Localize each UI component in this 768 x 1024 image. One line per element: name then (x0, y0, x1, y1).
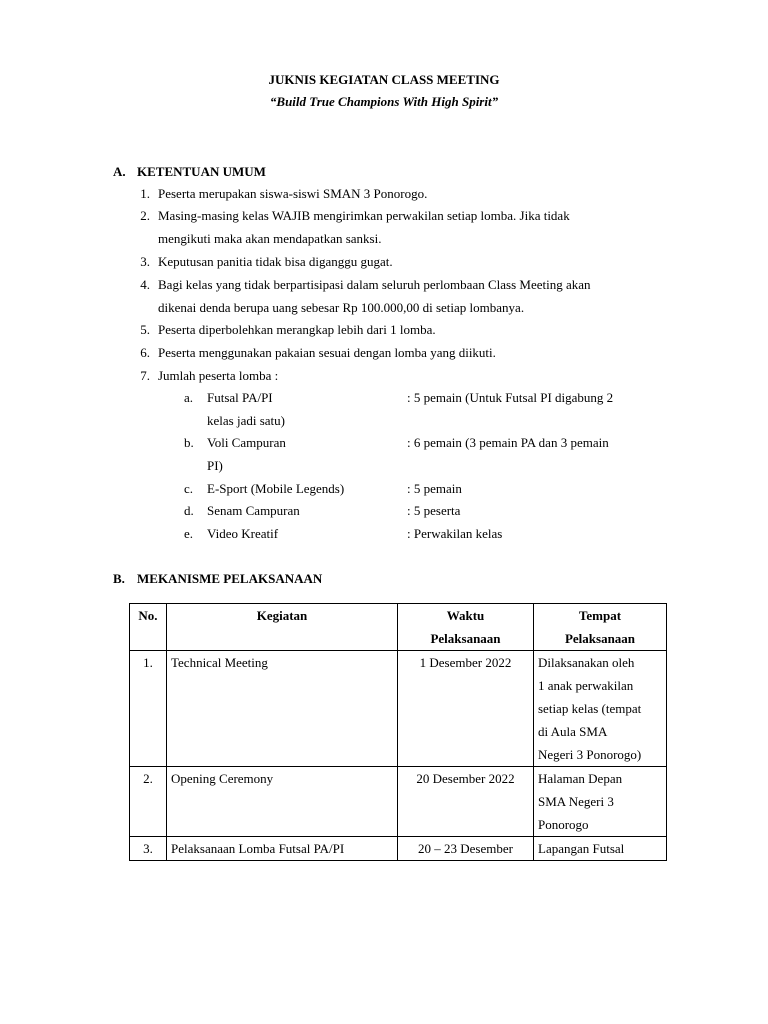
table-row (130, 651, 667, 767)
section-a-letter: A. (113, 164, 126, 179)
cell-waktu: 1 Desember 2022 (398, 651, 534, 767)
cell-no: 1. (130, 651, 167, 767)
header-waktu: Waktu Pelaksanaan (398, 604, 534, 651)
table-row (130, 837, 667, 861)
cell-kegiatan: Pelaksanaan Lomba Futsal PA/PI (167, 837, 398, 861)
table-row (130, 767, 667, 837)
header-tempat: Tempat Pelaksanaan (534, 604, 667, 651)
cell-waktu: 20 – 23 Desember (398, 837, 534, 861)
cell-kegiatan: Opening Ceremony (167, 767, 398, 837)
cell-no: 2. (130, 767, 167, 837)
cell-kegiatan: Technical Meeting (167, 651, 398, 767)
section-b-letter: B. (113, 571, 125, 586)
section-b-heading: MEKANISME PELAKSANAAN (137, 571, 323, 586)
section-a-heading: KETENTUAN UMUM (137, 164, 266, 179)
table-header-row (130, 604, 667, 651)
cell-no: 3. (130, 837, 167, 861)
cell-tempat: Lapangan Futsal (534, 837, 667, 861)
cell-tempat: Halaman Depan SMA Negeri 3 Ponorogo (534, 767, 667, 837)
header-kegiatan: Kegiatan (167, 604, 398, 651)
cell-tempat: Dilaksanakan oleh 1 anak perwakilan setiap kelas (tempat di Aula SMA Negeri 3 Ponorogo) (534, 651, 667, 767)
document-title: JUKNIS KEGIATAN CLASS MEETING (268, 72, 500, 87)
cell-waktu: 20 Desember 2022 (398, 767, 534, 837)
document-subtitle: “Build True Champions With High Spirit” (269, 94, 499, 109)
header-no: No. (130, 604, 167, 651)
mekanisme-table (129, 603, 667, 861)
